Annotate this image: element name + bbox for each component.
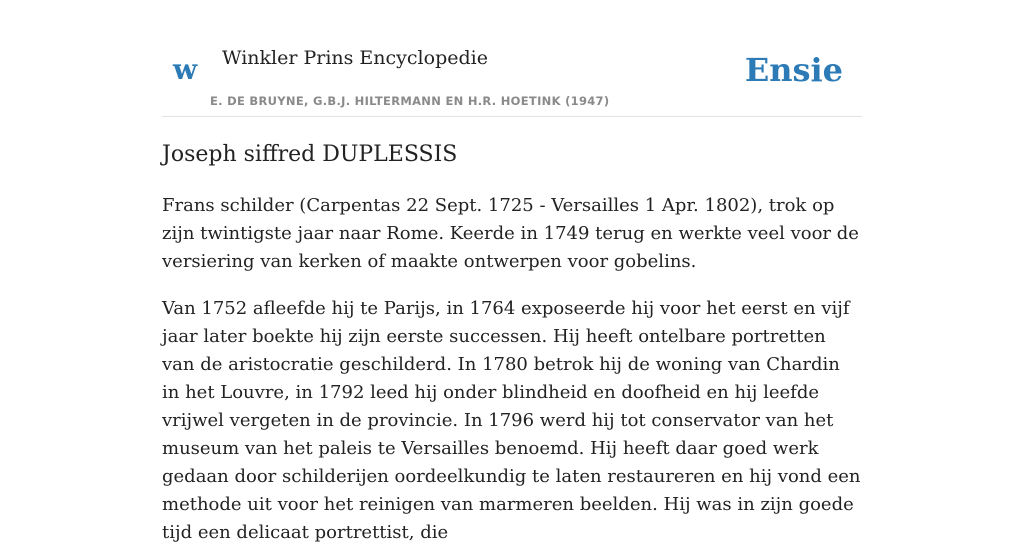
brand-logo-link[interactable]: Ensie	[744, 51, 843, 89]
article-title: Joseph siffred DUPLESSIS	[162, 142, 458, 167]
site-subtitle: E. DE BRUYNE, G.B.J. HILTERMANN EN H.R. HOETINK (1947)	[210, 94, 610, 108]
article-paragraph: Frans schilder (Carpentas 22 Sept. 1725 - Versailles 1 Apr. 1802), trok op zijn twintigste jaar naar Rome. Keerde in 1749 terug en werkte veel voor de versiering van kerken of maakte ontwerpen voor gobelins.	[162, 195, 859, 272]
site-header	[162, 0, 862, 117]
article-paragraph: Van 1752 afleefde hij te Parijs, in 1764 exposeerde hij voor het eerst en vijf jaar later boekte hij zijn eerste successen. Hij heeft ontelbare portretten van de aristocratie geschilderd. In 1780 betrok hij de woning van Chardin in het Louvre, in 1792 leed hij onder blindheid en doofheid en hij leefde vrijwel vergeten in de provincie. In 1796 werd hij tot conservator van het museum van het paleis te Versailles benoemd. Hij heeft daar goed werk gedaan door schilderijen oordeelkundig te laten restaureren en hij vond een methode uit voor het reinigen van marmeren beelden. Hij was in zijn goede tijd een delicaat portrettist, die	[162, 298, 861, 543]
site-title[interactable]: Winkler Prins Encyclopedie	[222, 47, 488, 69]
article-content	[162, 138, 862, 547]
logo-w-icon[interactable]: w	[173, 53, 198, 86]
